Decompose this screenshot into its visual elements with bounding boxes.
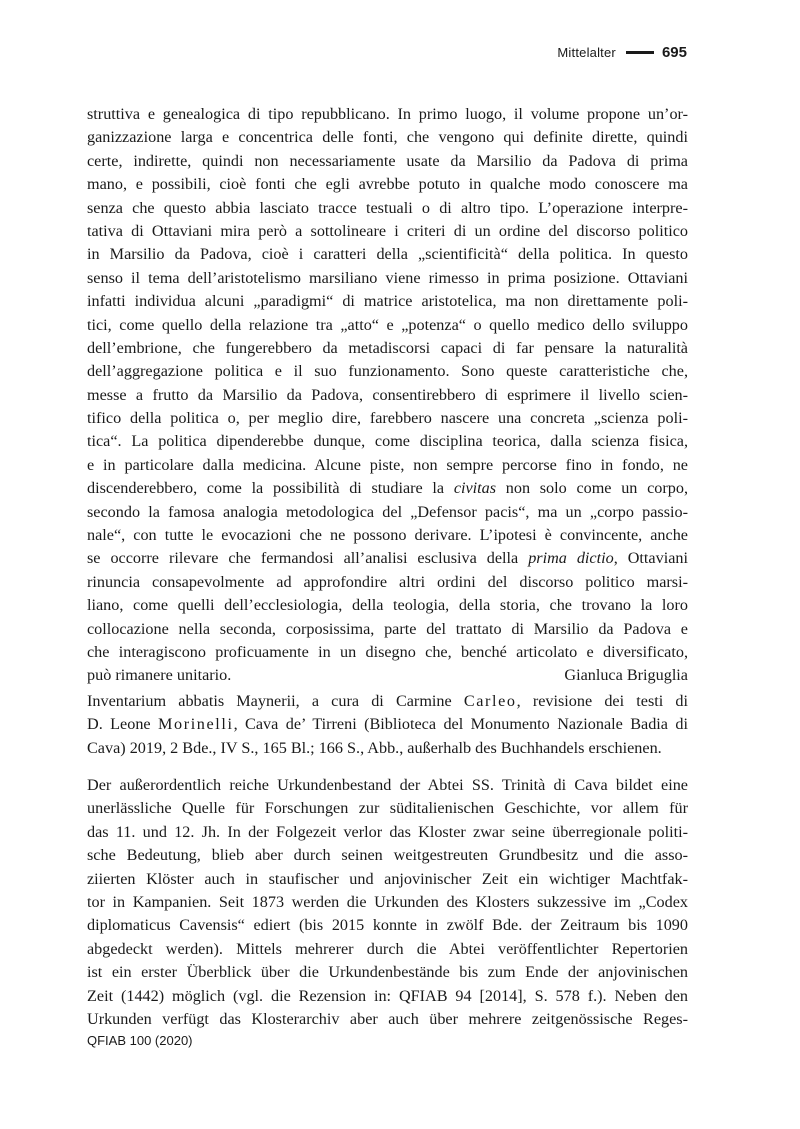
italic-term: prima dictio <box>528 549 614 568</box>
text-line: tici, come quello della relazione tra „atto“ e „potenza“ o quello medico dello sviluppo <box>87 315 688 334</box>
text-line-signature <box>87 664 688 687</box>
header-rule <box>626 51 654 54</box>
text-line: secondo la famosa analogia metodologica del „Defensor pacis“, ma un „corpo passio- <box>87 502 688 521</box>
text-line: in Marsilio da Padova, cioè i caratteri della „scientificità“ della politica. In questo <box>87 245 688 264</box>
text-line: rinuncia consapevolmente ad approfondire altri ordini del discorso politico marsi- <box>87 572 688 591</box>
text-line: collocazione nella seconda, corposissima, parte del trattato di Marsilio da Padova e <box>87 619 688 638</box>
text-line: ziierten Klöster auch in staufischer und anjovinischer Zeit ein wichtiger Machtfak- <box>87 869 688 888</box>
text-line: diplomaticus Cavensis“ ediert (bis 2015 konnte in zwölf Bde. der Zeitraum bis 1090 <box>87 916 688 935</box>
text-line: Zeit (1442) möglich (vgl. die Rezension in: QFIAB 94 [2014], S. 578 f.). Neben den <box>87 986 688 1005</box>
text-line: tifico della politica o, per meglio dire, farebbero nascere una concreta „scienza poli- <box>87 409 688 428</box>
text-line: tor in Kampanien. Seit 1873 werden die Urkunden des Klosters sukzessive im „Codex <box>87 892 688 911</box>
italic-term: civitas <box>453 479 497 498</box>
text-line: ganizzazione larga e concentrica delle fonti, che vengono qui definite dirette, quindi <box>87 128 688 147</box>
citation-block <box>87 690 688 760</box>
text-line: struttiva e genealogica di tipo repubblicano. In primo luogo, il volume propone un’or- <box>87 105 688 123</box>
text-line: ist ein erster Überblick über die Urkundenbestände bis zum Ende der anjovinischen <box>87 963 688 982</box>
citation-line: D. Leone Morinelli, Cava de’ Tirreni (Biblioteca del Monumento Nazionale Badia di <box>87 715 688 734</box>
journal-footer: QFIAB 100 (2020) <box>87 1033 193 1048</box>
section-title: Mittelalter <box>557 45 616 60</box>
text-line: Der außerordentlich reiche Urkundenbestand der Abtei SS. Trinità di Cava bildet eine <box>87 776 688 794</box>
last-text: può rimanere unitario. <box>87 666 232 685</box>
text-line: Urkunden verfügt das Klosterarchiv aber auch über mehrere zeitgenössische Reges- <box>87 1009 688 1028</box>
running-header <box>557 44 687 61</box>
text-line: nale“, con tutte le evocazioni che ne possono derivare. L’ipotesi è convincente, anche <box>87 526 688 545</box>
reviewer-name: Gianluca Briguglia <box>564 666 688 685</box>
text-line: che interagiscono proficuamente in un disegno che, benché articolato e diversificato, <box>87 642 688 661</box>
text-line: tativa di Ottaviani mira però a sottolineare i criteri di un ordine del discorso politico <box>87 221 688 240</box>
page-number: 695 <box>661 44 687 61</box>
text-line: certe, indirette, quindi non necessariamente usate da Marsilio da Padova di prima <box>87 151 688 170</box>
text-line: e in particolare dalla medicina. Alcune piste, non sempre percorse fino in fondo, ne <box>87 455 688 474</box>
text-line: unerlässliche Quelle für Forschungen zur süditalienischen Geschichte, vor allem für <box>87 799 688 818</box>
text-line: abgedeckt werden). Mittels mehrerer durch die Abtei veröffentlichter Repertorien <box>87 939 688 958</box>
text-line: messe a frutto da Marsilio da Padova, consentirebbero di esprimere il livello scien- <box>87 385 688 404</box>
review-german-text <box>87 774 688 1031</box>
text-line: sche Bedeutung, blieb aber durch seinen weitgestreuten Grundbesitz und die asso- <box>87 846 688 865</box>
text-line: discenderebbero, come la possibilità di studiare la civitas non solo come un corpo, <box>87 479 688 498</box>
editor-name: Carleo <box>463 692 517 710</box>
text-line: das 11. und 12. Jh. In der Folgezeit verlor das Kloster zwar seine überregionale politi- <box>87 822 688 841</box>
text-line: se occorre rilevare che fermandosi all’analisi esclusiva della prima dictio, Ottaviani <box>87 549 688 568</box>
reviser-name: Morinelli <box>158 715 234 734</box>
review-italian-text <box>87 103 688 688</box>
text-line: senso il tema dell’aristotelismo marsiliano viene rimesso in prima posizione. Ottaviani <box>87 268 688 287</box>
text-line: senza che questo abbia lasciato tracce testuali o di altro tipo. L’operazione interpre- <box>87 198 688 217</box>
text-line: tica“. La politica dipenderebbe dunque, come disciplina teorica, dalla scienza fisica, <box>87 432 688 451</box>
text-line: dell’aggregazione politica e il suo funzionamento. Sono queste caratteristiche che, <box>87 362 688 381</box>
citation-line: Inventarium abbatis Maynerii, a cura di Carmine Carleo, revisione dei testi di <box>87 692 688 710</box>
text-line: dell’embrione, che fungerebbero da metadiscorsi capaci di far pensare la naturalità <box>87 338 688 357</box>
citation-line: Cava) 2019, 2 Bde., IV S., 165 Bl.; 166 S., Abb., außerhalb des Buchhandels erschienen. <box>87 738 662 757</box>
text-line: infatti individua alcuni „paradigmi“ di matrice aristotelica, ma non direttamente poli- <box>87 292 688 311</box>
text-line: liano, come quelli dell’ecclesiologia, della teologia, della storia, che trovano la loro <box>87 596 688 615</box>
text-line: mano, e possibili, cioè fonti che egli avrebbe potuto in qualche modo conoscere ma <box>87 175 688 194</box>
